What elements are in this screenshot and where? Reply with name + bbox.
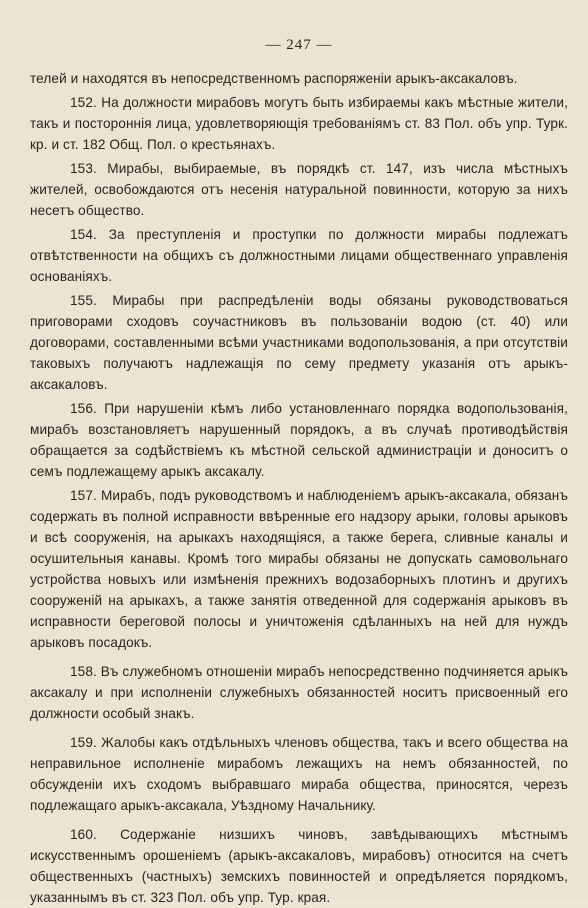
article-155: 155. Мирабы при распредѣленіи воды обязаны руководствоваться приговорами сходовъ соучастниковъ въ пользованіи водою (ст. 40) или договорами, составленными всѣми участниками водопользованія, а при отсутствіи таковыхъ получаютъ надлежащія по сему предмету указанія отъ арыкъ-аксакаловъ. xyxy=(30,293,568,392)
article-156: 156. При нарушеніи кѣмъ либо установленнаго порядка водопользованія, мирабъ возстановляетъ нарушенный порядокъ, а въ случаѣ противодѣйствія обращается за содѣйствіемъ къ мѣстной сельской администраціи и доноситъ о семъ подлежащему арыкъ аксакалу. xyxy=(30,401,568,479)
article-159: 159. Жалобы какъ отдѣльныхъ членовъ общества, такъ и всего общества на неправильное исполненіе мирабомъ лежащихъ на немъ обязанностей, по обсужденіи ихъ сходомъ выбравшаго мираба общества, приносятся, черезъ подлежащаго арыкъ-аксакала, Уѣздному Начальнику. xyxy=(30,735,568,813)
document-body xyxy=(30,68,568,908)
article-154: 154. За преступленія и проступки по должности мирабы подлежатъ отвѣтственности на общихъ съ должностными лицами общественнаго управленія основаніяхъ. xyxy=(30,227,568,284)
page-number: — 247 — xyxy=(265,37,333,53)
article-157: 157. Мирабъ, подъ руководствомъ и наблюденіемъ арыкъ-аксакала, обязанъ содержать въ полной исправности ввѣренные его надзору арыки, головы арыковъ и всѣ сооруженія, на арыкахъ находящіяся, а также берега, сливные каналы и осушительныя канавы. Кромѣ того мирабы обязаны не допускать самовольнаго устройства новыхъ или измѣненія прежнихъ водозаборныхъ плотинъ и другихъ сооруженій на арыкахъ, а также занятія отведенной для содержанія арыковъ въ исправности береговой полосы и уничтоженія сдѣланныхъ на ней для нуждъ арыковъ посадокъ. xyxy=(30,488,568,650)
article-152: 152. На должности мирабовъ могутъ быть избираемы какъ мѣстные жители, такъ и постороннія лица, удовлетворяющія требованіямъ ст. 83 Пол. объ упр. Турк. кр. и ст. 182 Общ. Пол. о крестьянахъ. xyxy=(30,95,568,152)
article-160: 160. Содержаніе низшихъ чиновъ, завѣдывающихъ мѣстнымъ искусственнымъ орошеніемъ (арыкъ-аксакаловъ, мирабовъ) относится на счетъ общественныхъ (частныхъ) земскихъ повинностей и опредѣляется порядкомъ, указаннымъ въ ст. 323 Пол. объ упр. Тур. края. xyxy=(30,827,568,905)
paragraph-continuation: телей и находятся въ непосредственномъ распоряженіи арыкъ-аксакаловъ. xyxy=(30,71,518,86)
article-158: 158. Въ служебномъ отношеніи мирабъ непосредственно подчиняется арыкъ аксакалу и при исполненіи служебныхъ обязанностей носитъ присвоенный его должности особый знакъ. xyxy=(30,664,568,721)
article-153: 153. Мирабы, выбираемые, въ порядкѣ ст. 147, изъ числа мѣстныхъ жителей, освобождаются отъ несенія натуральной повинности, которую за нихъ несетъ общество. xyxy=(30,161,568,218)
